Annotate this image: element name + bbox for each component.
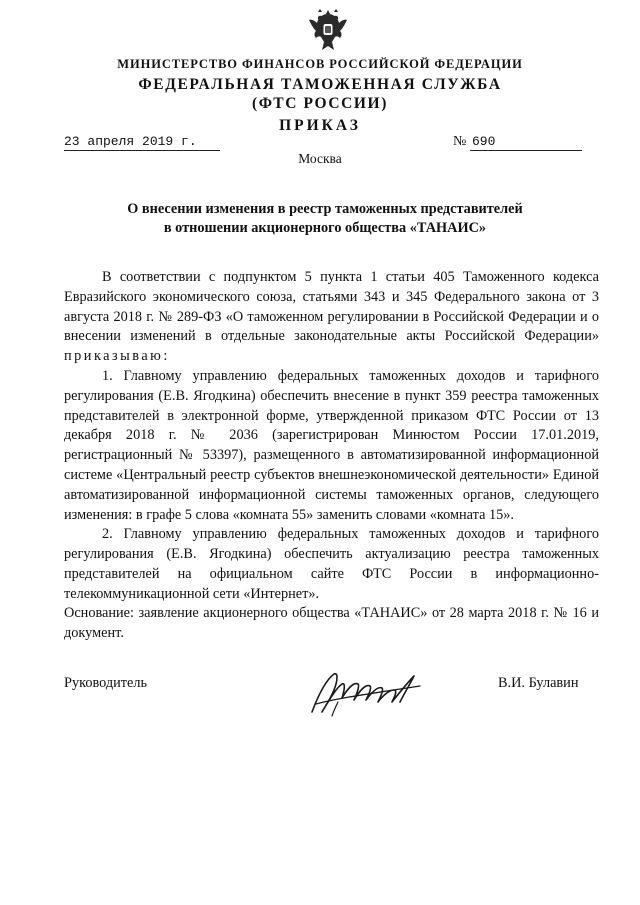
order-number: 690 (470, 134, 582, 151)
title-line-1: О внесении изменения в реестр таможенных представителей (127, 201, 523, 217)
intro-text: В соответствии с подпунктом 5 пункта 1 статьи 405 Таможенного кодекса Евразийского экономического союза, статьями 343 и 345 Федерального закона от 3 августа 2018 г. № 289-ФЗ «О таможенном регулировании в Российской Федерации и о внесении изменений в отдельные законодательные акты Российской Федерации» (64, 269, 599, 345)
service-name: ФЕДЕРАЛЬНАЯ ТАМОЖЕННАЯ СЛУЖБА (138, 76, 502, 93)
handwritten-signature-icon (308, 666, 426, 720)
document-type: ПРИКАЗ (279, 117, 361, 134)
document-title (60, 200, 590, 238)
signatory-role: Руководитель (64, 675, 148, 691)
document-body (64, 268, 599, 605)
order-date: 23 апреля 2019 г. (64, 134, 220, 151)
ministry-name: МИНИСТЕРСТВО ФИНАНСОВ РОССИЙСКОЙ ФЕДЕРАЦИИ (117, 57, 523, 71)
basis-paragraph: Основание: заявление акционерного общества «ТАНАИС» от 28 марта 2018 г. № 16 и документ. (64, 605, 599, 641)
signatory-name: В.И. Булавин (498, 675, 579, 691)
city: Москва (298, 151, 342, 166)
title-line-2: в отношении акционерного общества «ТАНАИС» (163, 220, 487, 236)
intro-paragraph (64, 268, 599, 367)
item-1-paragraph: 1. Главному управлению федеральных таможенных доходов и тарифного регулирования (Е.В. Ягодкина) обеспечить внесение в пункт 359 реестра таможенных представителей в электронной форме, утвержденной приказом ФТС России от 13 декабря 2018 г. № 2036 (зарегистрирован Минюстом России 17.01.2019, регистрационный № 53397), размещенного в автоматизированной информационной системе «Центральный реестр субъектов внешнеэкономической деятельности» Единой автоматизированной информационной системы таможенных органов, следующего изменения: в графе 5 слова «комната 55» заменить словами «комната 15». (64, 367, 599, 523)
order-word: приказываю: (64, 348, 170, 365)
double-headed-eagle-emblem-icon (308, 6, 348, 54)
item-2-paragraph: 2. Главному управлению федеральных таможенных доходов и тарифного регулирования (Е.В. Ягодкина) обеспечить актуализацию реестра таможенных представителей на официальном сайте ФТС России в информационно-телекоммуникационной сети «Интернет». (64, 526, 599, 602)
number-sign: № (453, 134, 467, 149)
service-abbreviation: (ФТС РОССИИ) (252, 95, 388, 112)
